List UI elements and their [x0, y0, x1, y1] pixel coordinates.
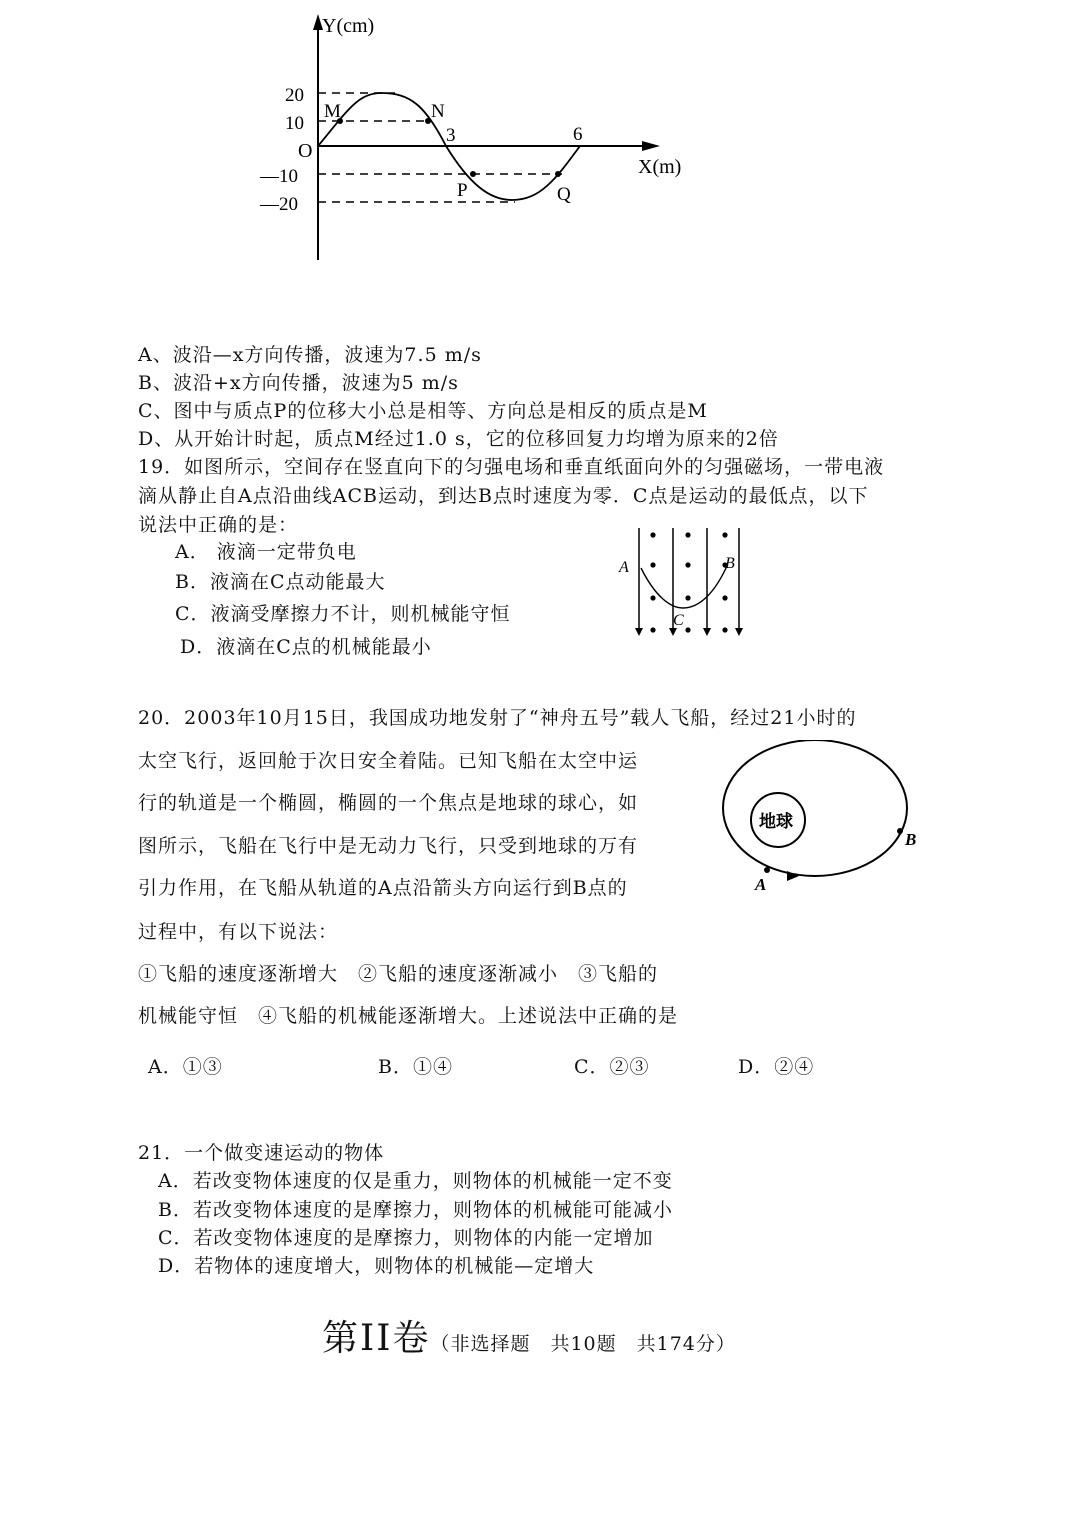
wave-figure [250, 10, 710, 270]
orbit-figure [715, 740, 925, 900]
q18-option: D、从开始计时起，质点M经过1.0 s，它的位移回复力均增为原来的2倍 [138, 428, 779, 450]
q18-option: C、图中与质点P的位移大小总是相等、方向总是相反的质点是M [138, 400, 708, 422]
section-title-main: 第II卷 [322, 1318, 431, 1359]
q20-line: 机械能守恒 ④飞船的机械能逐渐增大。上述说法中正确的是 [138, 1005, 679, 1027]
q21-option: C．若改变物体速度的是摩擦力，则物体的内能一定增加 [158, 1227, 654, 1249]
y-axis-label: Y(cm) [322, 15, 375, 37]
x-tick: 6 [573, 124, 583, 145]
point-label: M [324, 101, 341, 122]
point-a-label: A [619, 559, 629, 576]
point-c-label: C [673, 612, 684, 629]
section-title [322, 1310, 736, 1361]
q20-option: B．①④ [378, 1056, 453, 1078]
orbit-point-a-label: A [755, 875, 767, 894]
x-tick: 3 [446, 125, 456, 146]
q21-stem: 21．一个做变速运动的物体 [138, 1142, 385, 1164]
q19-stem: 19．如图所示，空间存在竖直向下的匀强电场和垂直纸面向外的匀强磁场，一带电液 [138, 456, 885, 478]
q19-option: C．液滴受摩擦力不计，则机械能守恒 [175, 603, 511, 625]
q19-option: B．液滴在C点动能最大 [175, 571, 386, 593]
q18-option: B、波沿+x方向传播，波速为5 m/s [138, 372, 459, 394]
point-label: N [431, 101, 445, 122]
origin-label: O [298, 140, 313, 162]
y-tick: —20 [260, 194, 298, 215]
q19-option: D．液滴在C点的机械能最小 [180, 636, 432, 658]
q20-option: C．②③ [574, 1056, 650, 1078]
q19-stem: 说法中正确的是： [138, 514, 299, 536]
earth-label: 地球 [759, 812, 793, 831]
section-subtitle: （非选择题 共10题 共174分） [430, 1333, 736, 1355]
q20-line: 过程中，有以下说法： [138, 921, 339, 943]
point-label: P [457, 180, 468, 201]
q18-option: A、波沿—x方向传播，波速为7.5 m/s [138, 344, 482, 366]
y-tick: 10 [285, 113, 304, 134]
q19-stem: 滴从静止自A点沿曲线ACB运动，到达B点时速度为零．C点是运动的最低点，以下 [138, 485, 869, 507]
point-b-label: B [725, 555, 735, 572]
q21-option: B．若改变物体速度的是摩擦力，则物体的机械能可能减小 [158, 1199, 673, 1221]
q21-option: A．若改变物体速度的仅是重力，则物体的机械能一定不变 [158, 1170, 673, 1192]
q21-option: D．若物体的速度增大，则物体的机械能—定增大 [158, 1255, 595, 1277]
q20-option: D．②④ [738, 1056, 815, 1078]
q20-line: 太空飞行，返回舱于次日安全着陆。已知飞船在太空中运 [138, 750, 639, 772]
point-label: Q [557, 184, 571, 205]
x-axis-label: X(m) [638, 156, 682, 178]
q20-option: A．①③ [148, 1056, 223, 1078]
q20-line: 行的轨道是一个椭圆，椭圆的一个焦点是地球的球心，如 [138, 792, 639, 814]
q20-line: 引力作用，在飞船从轨道的A点沿箭头方向运行到B点的 [138, 877, 628, 899]
q19-option: A． 液滴一定带负电 [175, 541, 357, 563]
y-tick: 20 [285, 85, 304, 106]
q20-stem: 20．2003年10月15日，我国成功地发射了“神舟五号”载人飞船，经过21小时的 [138, 707, 857, 729]
y-tick: —10 [260, 166, 298, 187]
q20-line: 图所示，飞船在飞行中是无动力飞行，只受到地球的万有 [138, 835, 639, 857]
orbit-point-b-label: B [905, 830, 917, 849]
q20-line: ①飞船的速度逐渐增大 ②飞船的速度逐渐减小 ③飞船的 [138, 963, 659, 985]
field-figure [615, 526, 755, 641]
